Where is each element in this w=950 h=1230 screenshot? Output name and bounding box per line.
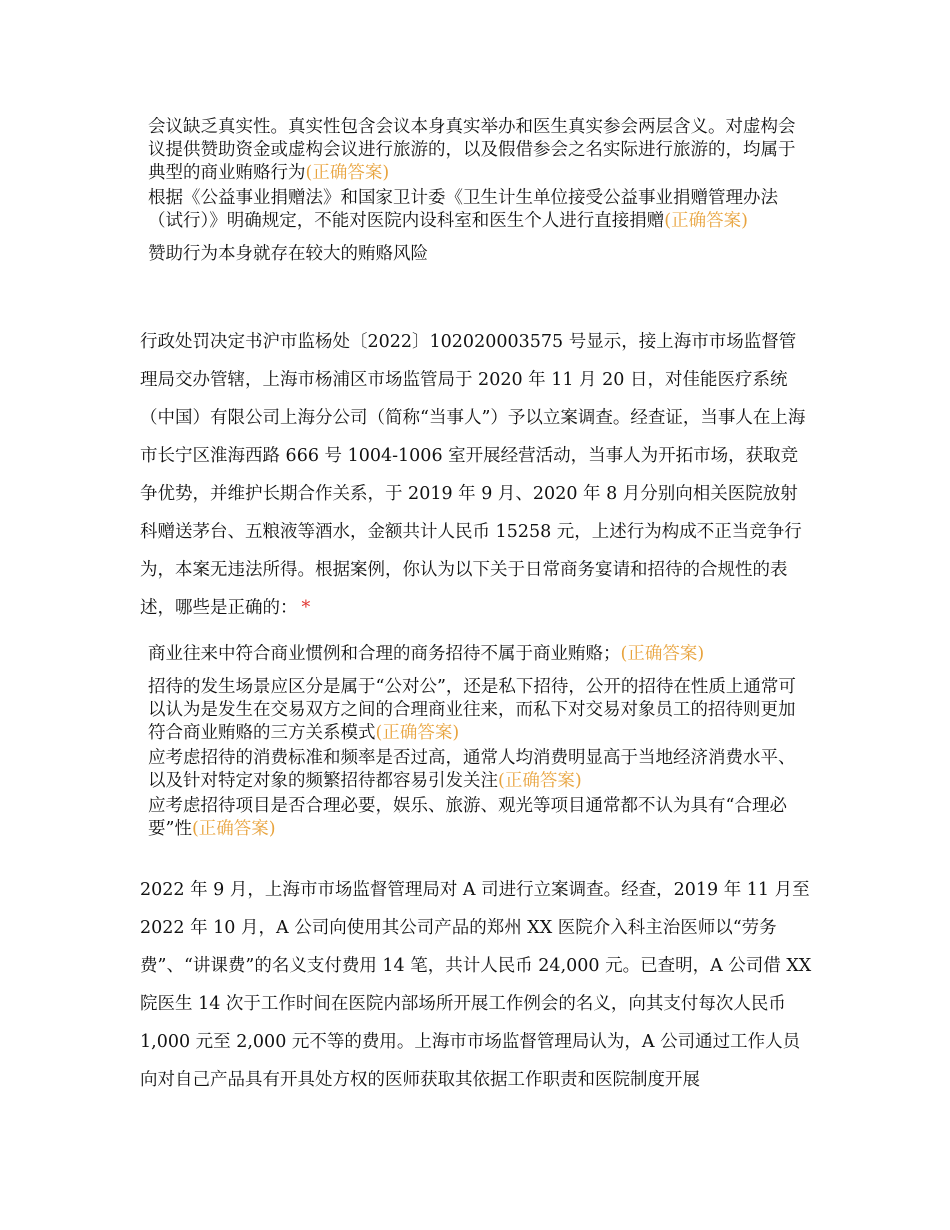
question-2 (140, 323, 812, 627)
option-item[interactable] (148, 795, 808, 841)
option-text: 会议缺乏真实性。真实性包含会议本身真实举办和医生真实参会两层含义。对虚构会议提供赞助资金或虚构会议进行旅游的，以及假借参会之名实际进行旅游的，均属于典型的商业贿赂行为 (148, 117, 796, 183)
option-item[interactable] (148, 187, 808, 233)
option-text: 商业往来中符合商业惯例和合理的商务招待不属于商业贿赂； (148, 644, 621, 664)
option-list-1 (148, 116, 808, 268)
correct-answer-tag: (正确答案) (375, 723, 460, 743)
required-mark: * (301, 598, 311, 618)
correct-answer-tag: (正确答案) (620, 644, 705, 664)
option-text: 根据《公益事业捐赠法》和国家卫计委《卫生计生单位接受公益事业捐赠管理办法（试行）》明确规定，不能对医院内设科室和医生个人进行直接捐赠 (148, 188, 778, 231)
option-text: 应考虑招待的消费标准和频率是否过高，通常人均消费明显高于当地经济消费水平、以及针对特定对象的频繁招待都容易引发关注 (148, 748, 796, 791)
option-item[interactable] (148, 747, 808, 793)
correct-answer-tag: (正确答案) (664, 211, 748, 231)
question-3 (140, 871, 812, 1099)
option-item[interactable] (148, 676, 808, 745)
option-text: 赞助行为本身就存在较大的贿赂风险 (148, 244, 428, 264)
question-text: 行政处罚决定书沪市监杨处〔2022〕102020003575 号显示，接上海市市场监督管理局交办管辖，上海市杨浦区市场监管局于 2020 年 11 月 20 日，对佳能医疗系统（中国）有限公司上海分公司（简称“当事人”）予以立案调查。经查证，当事人在上海市长宁区淮海西路 666 号 1004-1006 室开展经营活动，当事人为开拓市场，获取竞争优势，并维护长期合作关系，于 2019 年 9 月、2020 年 8 月分别向相关医院放射科赠送茅台、五粮液等酒水，金额共计人民币 15258 元，上述行为构成不正当竞争行为，本案无违法所得。根据案例，你认为以下关于日常商务宴请和招待的合规性的表述，哪些是正确的： (140, 332, 806, 618)
option-item[interactable] (148, 243, 808, 266)
option-item[interactable] (148, 116, 808, 185)
correct-answer-tag: (正确答案) (305, 163, 390, 183)
option-list-2 (148, 643, 808, 843)
correct-answer-tag: (正确答案) (498, 771, 582, 791)
option-text: 招待的发生场景应区分是属于“公对公”，还是私下招待，公开的招待在性质上通常可以认为是发生在交易双方之间的合理商业往来，而私下对交易对象员工的招待则更加符合商业贿赂的三方关系模式 (148, 677, 796, 743)
correct-answer-tag: (正确答案) (191, 819, 276, 839)
question-text: 2022 年 9 月，上海市市场监督管理局对 A 司进行立案调查。经查，2019 年 11 月至 2022 年 10 月，A 公司向使用其公司产品的郑州 XX 医院介入科主治医师以“劳务费”、“讲课费”的名义支付费用 14 笔，共计人民币 24,000 元。已查明，A 公司借 XX 院医生 14 次于工作时间在医院内部场所开展工作例会的名义，向其支付每次人民币 1,000 元至 2,000 元不等的费用。上海市市场监督管理局认为，A 公司通过工作人员向对自己产品具有开具处方权的医师获取其依据工作职责和医院制度开展 (140, 880, 812, 1090)
option-item[interactable] (148, 643, 808, 666)
option-text: 应考虑招待项目是否合理必要，娱乐、旅游、观光等项目通常都不认为具有“合理必要”性 (148, 796, 787, 839)
